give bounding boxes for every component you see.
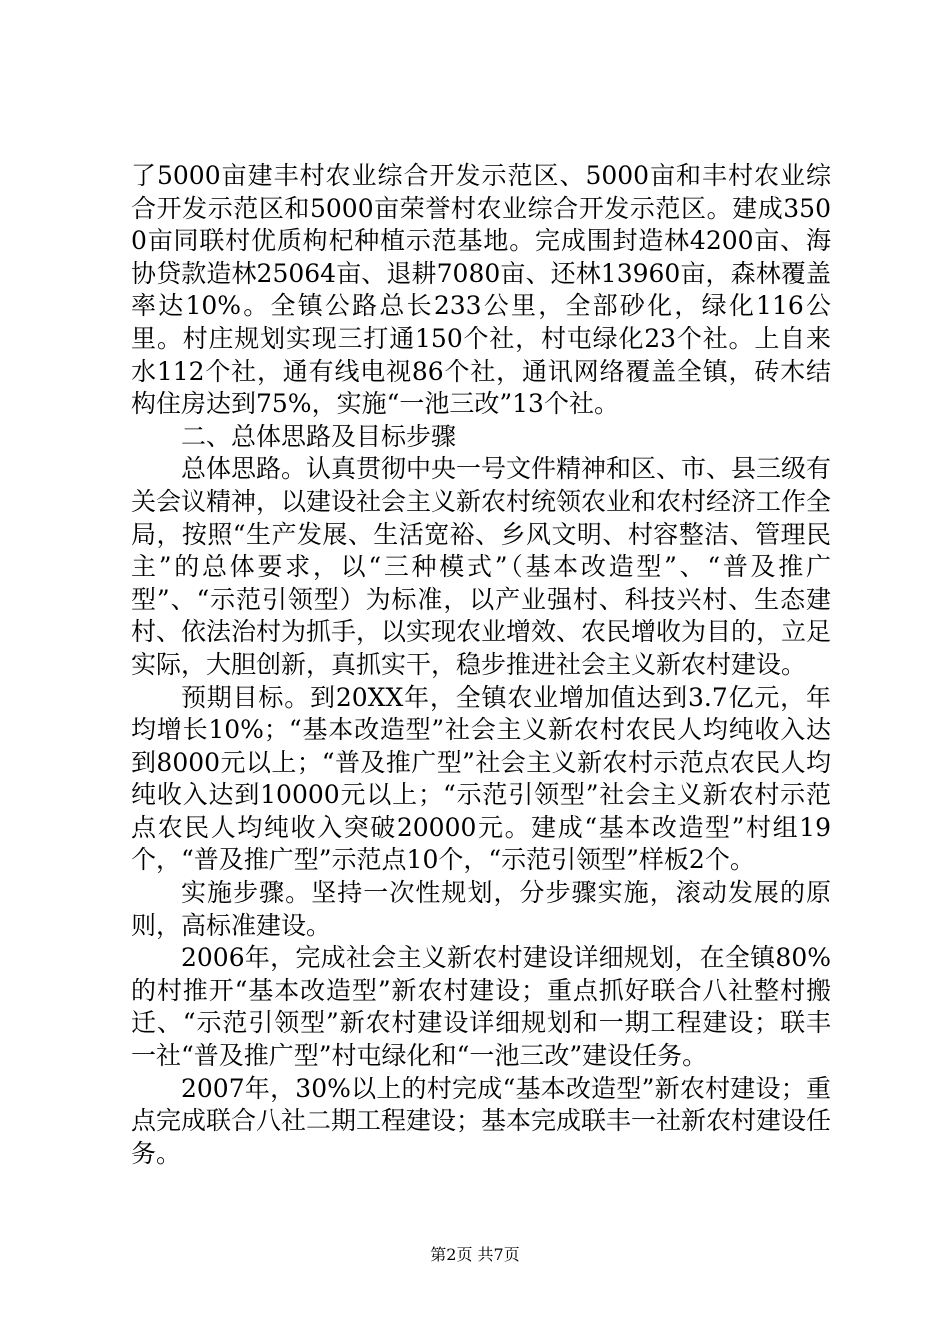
paragraph-1: 了5000亩建丰村农业综合开发示范区、5000亩和丰村农业综合开发示范区和5000亩荣誉村农业综合开发示范区。建成3500亩同联村优质枸杞种植示范基地。完成围封造林4200亩、海协贷款造林25064亩、退耕7080亩、还林13960亩，森林覆盖率达10%。全镇公路总长233公里，全部砂化，绿化116公里。村庄规划实现三打通150个社，村屯绿化23个社。上自来水112个社，通有线电视86个社，通讯网络覆盖全镇，砖木结构住房达到75%，实施“一池三改”13个社。 xyxy=(131,161,831,419)
document-body xyxy=(131,160,831,1170)
paragraph-overall-approach: 总体思路。认真贯彻中央一号文件精神和区、市、县三级有关会议精神，以建设社会主义新农村统领农业和农村经济工作全局，按照“生产发展、生活宽裕、乡风文明、村容整洁、管理民主”的总体要求，以“三种模式”（基本改造型”、“普及推广型”、“示范引领型）为标准，以产业强村、科技兴村、生态建村、依法治村为抓手，以实现农业增效、农民增收为目的，立足实际，大胆创新，真抓实干，稳步推进社会主义新农村建设。 xyxy=(131,454,832,679)
section-heading: 二、总体思路及目标步骤 xyxy=(181,421,457,451)
paragraph-implementation-steps: 实施步骤。坚持一次性规划，分步骤实施，滚动发展的原则，高标准建设。 xyxy=(131,878,831,940)
paragraph-2007: 2007年，30%以上的村完成“基本改造型”新农村建设；重点完成联合八社二期工程建设；基本完成联丰一社新农村建设任务。 xyxy=(131,1073,832,1168)
page-number-footer: 第2页 共7页 xyxy=(430,1245,520,1264)
paragraph-2006: 2006年，完成社会主义新农村建设详细规划，在全镇80%的村推开“基本改造型”新农村建设；重点抓好联合八社整村搬迁、“示范引领型”新农村建设详细规划和一期工程建设；联丰一社“普及推广型”村屯绿化和“一池三改”建设任务。 xyxy=(131,943,831,1071)
paragraph-expected-goals: 预期目标。到20XX年，全镇农业增加值达到3.7亿元，年均增长10%；“基本改造型”社会主义新农村农民人均纯收入达到8000元以上；“普及推广型”社会主义新农村示范点农民人均纯收入达到10000元以上；“示范引领型”社会主义新农村示范点农民人均纯收入突破20000元。建成“基本改造型”村组19个，“普及推广型”示范点10个，“示范引领型”样板2个。 xyxy=(131,682,831,875)
